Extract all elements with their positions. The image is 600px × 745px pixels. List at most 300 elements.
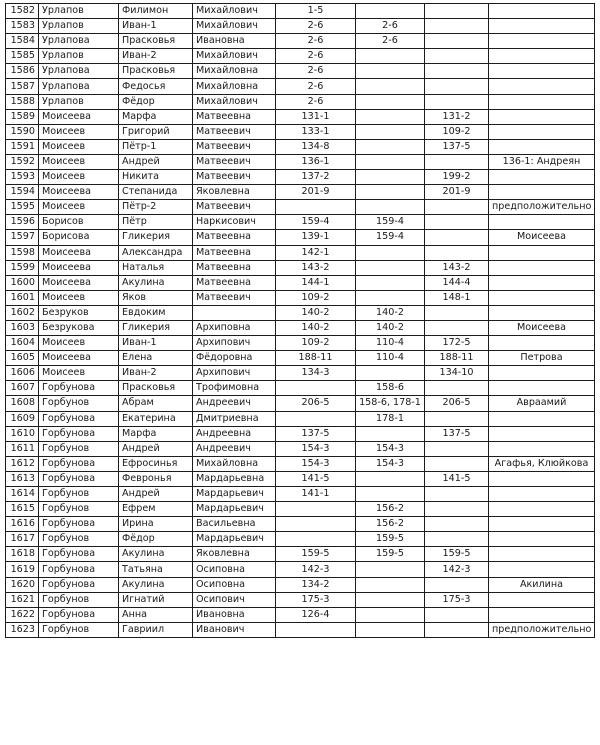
cell-ref-3 [425,517,489,532]
table-row [6,34,595,49]
cell-name: Екатерина [119,411,193,426]
cell-ref-3 [425,230,489,245]
cell-ref-1: 159-5 [276,547,356,562]
table-row [6,275,595,290]
cell-note: Акилина [489,577,595,592]
cell-ref-1 [276,622,356,637]
cell-note [489,547,595,562]
cell-surname: Моисеев [39,124,119,139]
cell-ref-1: 133-1 [276,124,356,139]
cell-note [489,441,595,456]
cell-patronymic: Мардарьевич [193,487,276,502]
cell-surname: Моисеева [39,109,119,124]
cell-ref-2 [356,260,425,275]
table-row [6,19,595,34]
cell-ref-1: 126-4 [276,607,356,622]
cell-name: Гавриил [119,622,193,637]
cell-surname: Урлапова [39,34,119,49]
table-row [6,547,595,562]
table-row [6,351,595,366]
cell-note [489,215,595,230]
cell-id: 1623 [6,622,39,637]
cell-name: Пётр-1 [119,139,193,154]
cell-ref-1: 1-5 [276,4,356,19]
cell-ref-2 [356,592,425,607]
table-row [6,396,595,411]
cell-ref-2: 156-2 [356,502,425,517]
table-row [6,185,595,200]
table-row [6,64,595,79]
cell-ref-3 [425,381,489,396]
cell-patronymic: Осиповна [193,562,276,577]
cell-ref-2: 159-4 [356,215,425,230]
cell-ref-3: 201-9 [425,185,489,200]
cell-id: 1583 [6,19,39,34]
cell-name: Ирина [119,517,193,532]
records-table [5,3,595,638]
cell-patronymic: Андреевич [193,396,276,411]
cell-patronymic: Матвеевич [193,124,276,139]
cell-ref-3 [425,411,489,426]
cell-note [489,185,595,200]
cell-ref-1: 2-6 [276,34,356,49]
cell-ref-3: 134-10 [425,366,489,381]
cell-name: Февронья [119,471,193,486]
cell-patronymic: Трофимовна [193,381,276,396]
cell-surname: Борисов [39,215,119,230]
cell-name: Фёдор [119,532,193,547]
cell-note: предположительно [489,200,595,215]
table-row [6,607,595,622]
cell-surname: Горбунова [39,471,119,486]
cell-ref-1: 131-1 [276,109,356,124]
cell-patronymic: Яковлевна [193,547,276,562]
cell-patronymic: Иванович [193,622,276,637]
cell-note [489,290,595,305]
cell-name: Ефросинья [119,456,193,471]
cell-note [489,305,595,320]
cell-surname: Горбунова [39,426,119,441]
table-row [6,200,595,215]
cell-ref-3 [425,19,489,34]
cell-id: 1600 [6,275,39,290]
cell-ref-2 [356,290,425,305]
cell-id: 1598 [6,245,39,260]
cell-note: Авраамий [489,396,595,411]
cell-ref-3: 199-2 [425,170,489,185]
cell-ref-3 [425,532,489,547]
cell-patronymic: Матвеевич [193,170,276,185]
table-row [6,471,595,486]
cell-ref-3: 188-11 [425,351,489,366]
cell-surname: Горбунова [39,411,119,426]
cell-ref-3: 175-3 [425,592,489,607]
cell-id: 1605 [6,351,39,366]
table-row [6,441,595,456]
cell-name: Елена [119,351,193,366]
cell-id: 1609 [6,411,39,426]
cell-name: Фёдор [119,94,193,109]
cell-patronymic: Матвеевна [193,245,276,260]
cell-patronymic: Фёдоровна [193,351,276,366]
cell-ref-2 [356,562,425,577]
cell-id: 1614 [6,487,39,502]
cell-patronymic: Архиповна [193,320,276,335]
cell-note [489,94,595,109]
cell-name: Прасковья [119,381,193,396]
cell-name: Андрей [119,154,193,169]
cell-ref-2 [356,426,425,441]
cell-ref-1: 140-2 [276,305,356,320]
cell-id: 1608 [6,396,39,411]
cell-ref-3 [425,64,489,79]
cell-ref-3 [425,215,489,230]
cell-ref-2 [356,64,425,79]
cell-patronymic: Архипович [193,336,276,351]
cell-id: 1589 [6,109,39,124]
cell-surname: Безруков [39,305,119,320]
cell-name: Прасковья [119,34,193,49]
cell-ref-1: 188-11 [276,351,356,366]
cell-name: Прасковья [119,64,193,79]
cell-name: Андрей [119,441,193,456]
cell-ref-1: 2-6 [276,94,356,109]
cell-name: Иван-1 [119,336,193,351]
cell-patronymic [193,305,276,320]
cell-ref-1: 2-6 [276,19,356,34]
cell-ref-3 [425,94,489,109]
cell-ref-1 [276,532,356,547]
cell-id: 1587 [6,79,39,94]
cell-ref-2 [356,245,425,260]
cell-ref-3 [425,4,489,19]
cell-note [489,170,595,185]
cell-ref-3: 159-5 [425,547,489,562]
cell-ref-1: 134-8 [276,139,356,154]
cell-ref-2: 110-4 [356,336,425,351]
cell-name: Филимон [119,4,193,19]
table-row [6,4,595,19]
cell-ref-2 [356,49,425,64]
cell-ref-1: 2-6 [276,49,356,64]
cell-note: Моисеева [489,230,595,245]
cell-ref-2: 140-2 [356,320,425,335]
cell-ref-3: 143-2 [425,260,489,275]
table-row [6,532,595,547]
cell-surname: Борисова [39,230,119,245]
cell-name: Анна [119,607,193,622]
table-row [6,170,595,185]
cell-ref-3: 144-4 [425,275,489,290]
cell-id: 1591 [6,139,39,154]
cell-ref-2 [356,607,425,622]
cell-note [489,487,595,502]
cell-patronymic: Матвеевич [193,139,276,154]
table-row [6,94,595,109]
cell-ref-2: 154-3 [356,441,425,456]
cell-patronymic: Мардарьевна [193,471,276,486]
cell-name: Григорий [119,124,193,139]
cell-ref-1: 2-6 [276,64,356,79]
cell-note [489,79,595,94]
cell-surname: Горбунова [39,456,119,471]
cell-id: 1593 [6,170,39,185]
cell-note: Агафья, Клюйкова [489,456,595,471]
cell-ref-2: 159-5 [356,532,425,547]
table-row [6,79,595,94]
cell-note: Петрова [489,351,595,366]
cell-ref-2: 159-5 [356,547,425,562]
cell-id: 1620 [6,577,39,592]
cell-id: 1592 [6,154,39,169]
table-row [6,487,595,502]
cell-ref-3: 148-1 [425,290,489,305]
cell-ref-1 [276,502,356,517]
cell-name: Пётр [119,215,193,230]
cell-ref-3 [425,320,489,335]
cell-name: Иван-1 [119,19,193,34]
cell-ref-2 [356,577,425,592]
cell-patronymic: Мардарьевич [193,532,276,547]
cell-name: Акулина [119,275,193,290]
cell-name: Акулина [119,547,193,562]
cell-id: 1604 [6,336,39,351]
cell-id: 1612 [6,456,39,471]
table-row [6,305,595,320]
cell-name: Наталья [119,260,193,275]
cell-surname: Горбунов [39,487,119,502]
cell-patronymic: Матвеевна [193,260,276,275]
cell-id: 1607 [6,381,39,396]
cell-ref-2 [356,622,425,637]
cell-ref-2 [356,275,425,290]
cell-ref-2: 158-6 [356,381,425,396]
cell-surname: Моисеева [39,260,119,275]
cell-surname: Моисеева [39,351,119,366]
cell-surname: Моисеева [39,275,119,290]
cell-patronymic: Матвеевна [193,230,276,245]
cell-ref-2: 2-6 [356,19,425,34]
cell-note [489,336,595,351]
cell-ref-3 [425,34,489,49]
cell-ref-3 [425,456,489,471]
cell-ref-3 [425,200,489,215]
cell-note [489,592,595,607]
cell-id: 1590 [6,124,39,139]
cell-ref-3: 131-2 [425,109,489,124]
table-row [6,562,595,577]
cell-id: 1586 [6,64,39,79]
cell-ref-1 [276,411,356,426]
cell-note [489,19,595,34]
cell-name: Игнатий [119,592,193,607]
cell-id: 1594 [6,185,39,200]
cell-ref-2 [356,124,425,139]
cell-ref-1: 137-2 [276,170,356,185]
cell-name: Пётр-2 [119,200,193,215]
cell-patronymic: Архипович [193,366,276,381]
cell-note [489,245,595,260]
cell-ref-3 [425,154,489,169]
cell-surname: Урлапов [39,49,119,64]
cell-id: 1622 [6,607,39,622]
cell-ref-3: 141-5 [425,471,489,486]
cell-name: Абрам [119,396,193,411]
cell-id: 1613 [6,471,39,486]
table-row [6,245,595,260]
cell-patronymic: Матвеевна [193,109,276,124]
cell-id: 1615 [6,502,39,517]
cell-ref-3: 172-5 [425,336,489,351]
cell-id: 1584 [6,34,39,49]
cell-note [489,64,595,79]
cell-id: 1582 [6,4,39,19]
cell-surname: Горбунов [39,532,119,547]
cell-ref-1: 109-2 [276,290,356,305]
cell-ref-2 [356,200,425,215]
cell-ref-1: 142-3 [276,562,356,577]
cell-ref-3 [425,607,489,622]
cell-ref-2 [356,4,425,19]
cell-ref-3 [425,79,489,94]
cell-ref-3: 137-5 [425,139,489,154]
cell-ref-3: 206-5 [425,396,489,411]
cell-ref-1: 134-2 [276,577,356,592]
cell-id: 1616 [6,517,39,532]
table-row [6,139,595,154]
cell-surname: Моисеева [39,185,119,200]
cell-id: 1588 [6,94,39,109]
cell-patronymic: Андреевич [193,441,276,456]
cell-surname: Урлапов [39,19,119,34]
cell-patronymic: Матвеевич [193,200,276,215]
cell-surname: Урлапова [39,64,119,79]
cell-patronymic: Мардарьевич [193,502,276,517]
cell-note [489,275,595,290]
cell-surname: Горбунова [39,577,119,592]
cell-surname: Моисеев [39,290,119,305]
cell-ref-1: 206-5 [276,396,356,411]
cell-name: Ефрем [119,502,193,517]
cell-ref-1: 143-2 [276,260,356,275]
cell-ref-1 [276,200,356,215]
cell-id: 1601 [6,290,39,305]
cell-ref-1: 134-3 [276,366,356,381]
cell-name: Александра [119,245,193,260]
cell-id: 1610 [6,426,39,441]
cell-ref-3 [425,441,489,456]
cell-patronymic: Осипович [193,592,276,607]
cell-name: Яков [119,290,193,305]
cell-name: Степанида [119,185,193,200]
table-row [6,49,595,64]
cell-ref-3 [425,487,489,502]
cell-note [489,109,595,124]
cell-note [489,260,595,275]
records-table-body [6,4,595,638]
table-row [6,592,595,607]
cell-id: 1595 [6,200,39,215]
cell-note [489,517,595,532]
cell-note: предположительно [489,622,595,637]
cell-surname: Горбунов [39,441,119,456]
cell-ref-3: 109-2 [425,124,489,139]
cell-id: 1602 [6,305,39,320]
cell-id: 1599 [6,260,39,275]
cell-ref-2: 156-2 [356,517,425,532]
cell-ref-1: 141-1 [276,487,356,502]
cell-ref-2: 159-4 [356,230,425,245]
cell-ref-2 [356,170,425,185]
cell-name: Татьяна [119,562,193,577]
cell-surname: Горбунов [39,502,119,517]
table-row [6,336,595,351]
cell-name: Андрей [119,487,193,502]
cell-patronymic: Михайловна [193,456,276,471]
cell-id: 1585 [6,49,39,64]
cell-ref-1: 109-2 [276,336,356,351]
cell-note [489,34,595,49]
cell-surname: Моисеев [39,170,119,185]
cell-ref-3 [425,245,489,260]
cell-name: Марфа [119,426,193,441]
table-row [6,154,595,169]
cell-id: 1596 [6,215,39,230]
cell-note [489,502,595,517]
cell-ref-1: 137-5 [276,426,356,441]
cell-note: Моисеева [489,320,595,335]
table-row [6,215,595,230]
cell-surname: Моисеева [39,245,119,260]
cell-patronymic: Наркисович [193,215,276,230]
cell-name: Гликерия [119,230,193,245]
cell-id: 1603 [6,320,39,335]
table-row [6,290,595,305]
cell-ref-2 [356,94,425,109]
cell-ref-2 [356,154,425,169]
cell-patronymic: Матвеевич [193,154,276,169]
table-row [6,109,595,124]
cell-ref-2 [356,366,425,381]
cell-surname: Урлапова [39,79,119,94]
table-row [6,381,595,396]
cell-patronymic: Андреевна [193,426,276,441]
cell-ref-2: 2-6 [356,34,425,49]
cell-ref-3: 137-5 [425,426,489,441]
cell-surname: Горбунова [39,381,119,396]
cell-ref-2: 158-6, 178-1 [356,396,425,411]
table-row [6,230,595,245]
cell-surname: Урлапов [39,94,119,109]
cell-surname: Моисеев [39,366,119,381]
cell-id: 1606 [6,366,39,381]
cell-ref-1: 175-3 [276,592,356,607]
cell-note [489,124,595,139]
cell-patronymic: Михайловна [193,79,276,94]
cell-name: Акулина [119,577,193,592]
table-row [6,517,595,532]
cell-name: Иван-2 [119,49,193,64]
cell-note [489,532,595,547]
cell-note [489,426,595,441]
cell-ref-1: 136-1 [276,154,356,169]
cell-patronymic: Михайлович [193,49,276,64]
cell-name: Федосья [119,79,193,94]
table-row [6,622,595,637]
cell-surname: Моисеев [39,200,119,215]
cell-note [489,607,595,622]
cell-surname: Горбунова [39,562,119,577]
